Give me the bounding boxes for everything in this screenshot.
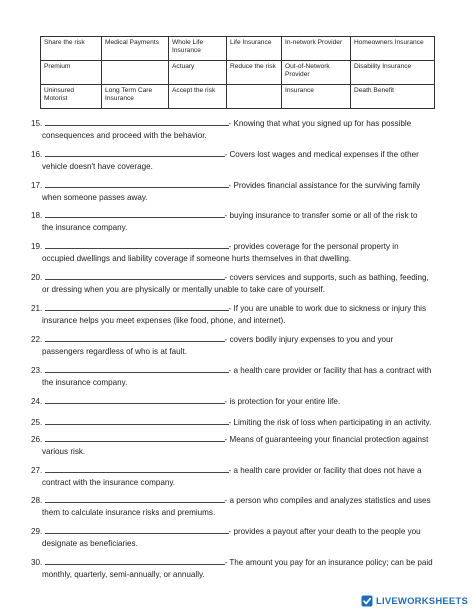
answer-blank[interactable]	[45, 365, 229, 373]
question-text: - Covers lost wages and medical expenses if the other	[224, 150, 419, 159]
question-item	[31, 417, 439, 429]
word-bank-cell: Actuary	[169, 61, 227, 85]
question-text: - provides a payout after your death to the people you	[228, 527, 421, 536]
question-text: - Limiting the risk of loss when participating in an activity.	[228, 418, 432, 427]
question-text-continued: occupied dwellings and liability coverage if someone hurts themselves in that dwelling.	[42, 254, 352, 263]
answer-blank[interactable]	[45, 434, 225, 442]
word-bank-cell: Uninsured Motorist	[41, 85, 102, 109]
question-number: 21.	[31, 304, 43, 313]
question-item	[31, 557, 439, 581]
question-number: 24.	[31, 397, 43, 406]
question-item	[31, 526, 439, 550]
question-text-continued: when someone passes away.	[42, 193, 148, 202]
word-bank-cell: In-network Provider	[282, 37, 351, 61]
question-text: - Means of guaranteeing your financial protection against	[224, 435, 429, 444]
question-item	[31, 303, 439, 327]
question-text: - a health care provider or facility that has a contract with	[228, 366, 432, 375]
question-item	[31, 495, 439, 519]
brand-name: LIVEWORKSHEETS	[375, 595, 468, 607]
answer-blank[interactable]	[45, 526, 229, 534]
answer-blank[interactable]	[45, 396, 225, 404]
question-text: - buying insurance to transfer some or all of the risk to	[224, 211, 418, 220]
question-item	[31, 118, 439, 142]
question-text: - Provides financial assistance for the surviving family	[228, 181, 421, 190]
question-text-continued: consequences and proceed with the behavior.	[42, 131, 207, 140]
question-text: - a person who compiles and analyzes statistics and uses	[224, 496, 431, 505]
word-bank-cell: Homeowners Insurance	[351, 37, 435, 61]
word-bank-cell: Life Insurance	[227, 37, 282, 61]
word-bank-cell: Medical Payments	[102, 37, 169, 61]
question-text: - Knowing that what you signed up for has possible	[228, 119, 412, 128]
word-bank-cell: Long Term Care Insurance	[102, 85, 169, 109]
question-number: 23.	[31, 366, 43, 375]
question-item	[31, 210, 439, 234]
word-bank-cell: Reduce the risk	[227, 61, 282, 85]
word-bank-cell: Premium	[41, 61, 102, 85]
question-number: 28.	[31, 496, 43, 505]
question-text-continued: the insurance company.	[42, 378, 128, 387]
question-text-continued: or dressing when you are physically or mentally unable to take care of yourself.	[42, 285, 325, 294]
question-number: 16.	[31, 150, 43, 159]
answer-blank[interactable]	[45, 241, 229, 249]
question-number: 19.	[31, 242, 43, 251]
answer-blank[interactable]	[45, 210, 225, 218]
question-item	[31, 241, 439, 265]
question-number: 29.	[31, 527, 43, 536]
question-text-continued: contract with the insurance company.	[42, 478, 176, 487]
question-text-continued: monthly, quarterly, semi-annually, or annually.	[42, 570, 205, 579]
question-number: 15.	[31, 119, 43, 128]
question-number: 27.	[31, 466, 43, 475]
question-number: 18.	[31, 211, 43, 220]
word-bank-cell: Whole Life Insurance	[169, 37, 227, 61]
answer-blank[interactable]	[45, 465, 229, 473]
question-text-continued: designate as beneficiaries.	[42, 539, 138, 548]
question-text-continued: passengers regardless of who is at fault.	[42, 347, 187, 356]
question-text-continued: the insurance company.	[42, 223, 128, 232]
question-text: - The amount you pay for an insurance policy; can be paid	[224, 558, 433, 567]
word-bank-cell: Death Benefit	[351, 85, 435, 109]
answer-blank[interactable]	[45, 557, 225, 565]
question-text: - is protection for your entire life.	[224, 397, 341, 406]
answer-blank[interactable]	[45, 303, 229, 311]
question-item	[31, 434, 439, 458]
question-text: - a health care provider or facility that does not have a	[228, 466, 422, 475]
question-item	[31, 334, 439, 358]
word-bank-cell: Accept the risk	[169, 85, 227, 109]
question-text-continued: them to calculate insurance risks and premiums.	[42, 508, 216, 517]
question-item	[31, 465, 439, 489]
question-item	[31, 396, 439, 408]
question-item	[31, 149, 439, 173]
answer-blank[interactable]	[45, 334, 225, 342]
liveworksheets-logo-icon	[361, 595, 373, 607]
word-bank-cell: Out-of-Network Provider	[282, 61, 351, 85]
question-number: 22.	[31, 335, 43, 344]
answer-blank[interactable]	[45, 180, 229, 188]
question-text: - If you are unable to work due to sickness or injury this	[228, 304, 427, 313]
question-text: - covers services and supports, such as bathing, feeding,	[224, 273, 429, 282]
question-text-continued: insurance helps you meet expenses (like food, phone, and internet).	[42, 316, 286, 325]
question-text-continued: various risk.	[42, 447, 86, 456]
question-text: - covers bodily injury expenses to you and your	[224, 335, 394, 344]
question-number: 20.	[31, 273, 43, 282]
answer-blank[interactable]	[45, 118, 229, 126]
answer-blank[interactable]	[45, 272, 225, 280]
answer-blank[interactable]	[45, 417, 229, 425]
question-number: 25.	[31, 418, 43, 427]
answer-blank[interactable]	[45, 149, 225, 157]
question-text: - provides coverage for the personal property in	[228, 242, 399, 251]
footer-logo	[361, 595, 468, 607]
word-bank-cell: Share the risk	[41, 37, 102, 61]
question-number: 17.	[31, 181, 43, 190]
question-item	[31, 365, 439, 389]
question-item	[31, 272, 439, 296]
word-bank-cell: Insurance	[282, 85, 351, 109]
word-bank-cell: Disability Insurance	[351, 61, 435, 85]
question-number: 26.	[31, 435, 43, 444]
answer-blank[interactable]	[45, 495, 225, 503]
question-number: 30.	[31, 558, 43, 567]
question-text-continued: vehicle doesn't have coverage.	[42, 162, 153, 171]
question-item	[31, 180, 439, 204]
